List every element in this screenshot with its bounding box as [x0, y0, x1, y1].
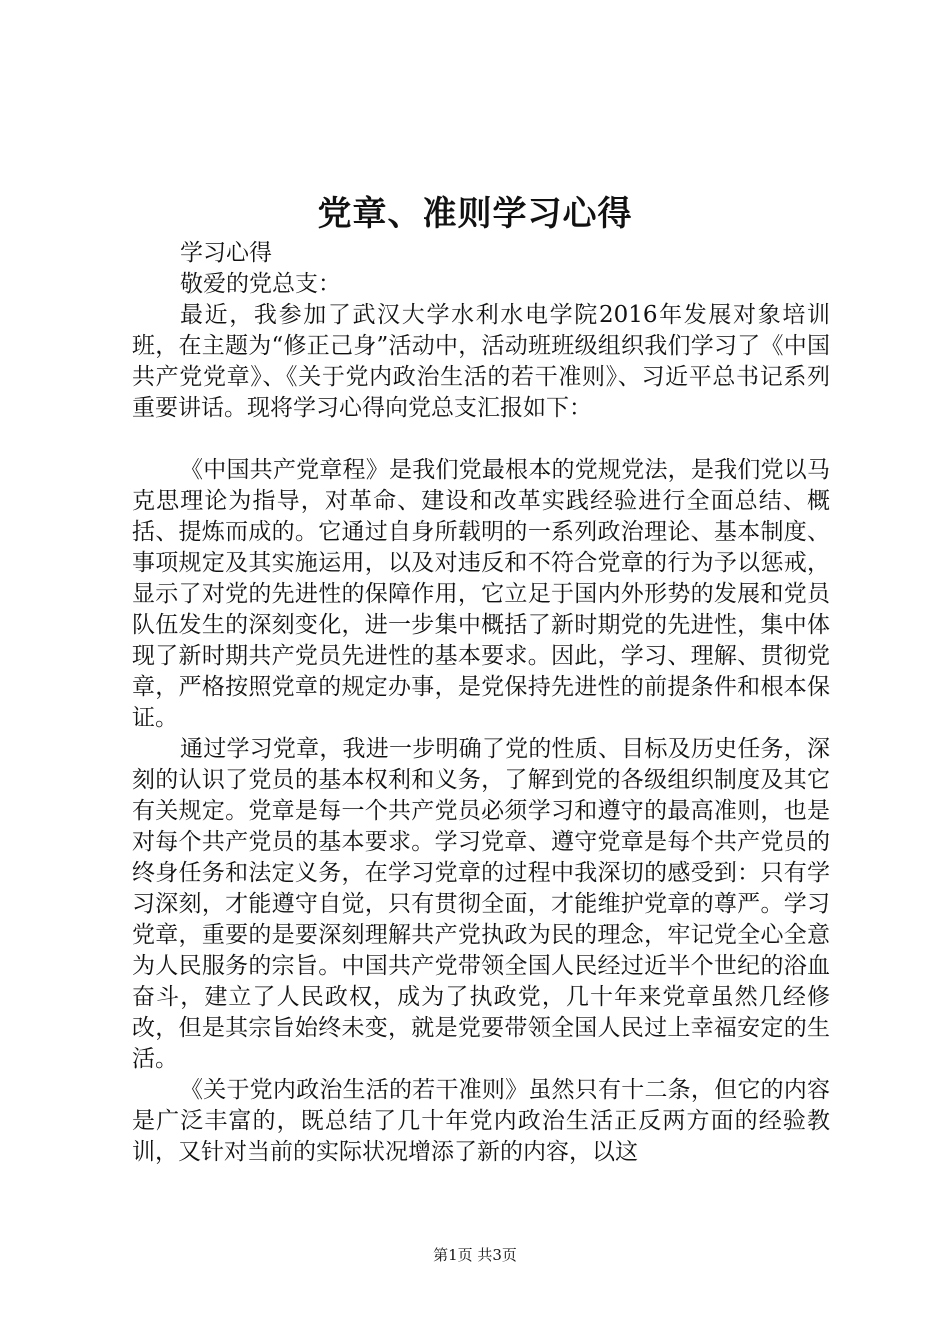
paragraph-heading: 学习心得 — [180, 240, 272, 266]
paragraph-salutation: 敬爱的党总支： — [180, 271, 341, 297]
paragraph-study: 通过学习党章，我进一步明确了党的性质、目标及历史任务，深刻的认识了党员的基本权利和义务，了解到党的各级组织制度及其它有关规定。党章是每一个共产党员必须学习和遵守的最高准则，也是对每个共产党员的基本要求。学习党章、遵守党章是每个共产党员的终身任务和法定义务，在学习党章的过程中我深切的感受到：只有学习深刻，才能遵守自觉，只有贯彻全面，才能维护党章的尊严。学习党章，重要的是要深刻理解共产党执政为民的理念，牢记党全心全意为人民服务的宗旨。中国共产党带领全国人民经过近半个世纪的浴血奋斗，建立了人民政权，成为了执政党，几十年来党章虽然几经修改，但是其宗旨始终未变，就是党要带领全国人民过上幸福安定的生活。 — [132, 736, 830, 1072]
paragraph-intro: 最近，我参加了武汉大学水利水电学院2016年发展对象培训班，在主题为“修正己身”活动中，活动班班级组织我们学习了《中国共产党党章》、《关于党内政治生活的若干准则》、习近平总书记系列重要讲话。现将学习心得向党总支汇报如下： — [132, 302, 830, 421]
document-title: 党章、准则学习心得 — [317, 194, 633, 234]
page-footer: 第1页 共3页 — [433, 1246, 517, 1264]
document-body — [132, 238, 830, 1168]
paragraph-guidelines: 《关于党内政治生活的若干准则》虽然只有十二条，但它的内容是广泛丰富的，既总结了几十年党内政治生活正反两方面的经验教训，又针对当前的实际状况增添了新的内容，以这 — [132, 1077, 830, 1165]
paragraph-constitution: 《中国共产党章程》是我们党最根本的党规党法，是我们党以马克思理论为指导，对革命、建设和改革实践经验进行全面总结、概括、提炼而成的。它通过自身所载明的一系列政治理论、基本制度、事项规定及其实施运用，以及对违反和不符合党章的行为予以惩戒，显示了对党的先进性的保障作用，它立足于国内外形势的发展和党员队伍发生的深刻变化，进一步集中概括了新时期党的先进性，集中体现了新时期共产党员先进性的基本要求。因此，学习、理解、贯彻党章，严格按照党章的规定办事，是党保持先进性的前提条件和根本保证。 — [132, 457, 830, 731]
